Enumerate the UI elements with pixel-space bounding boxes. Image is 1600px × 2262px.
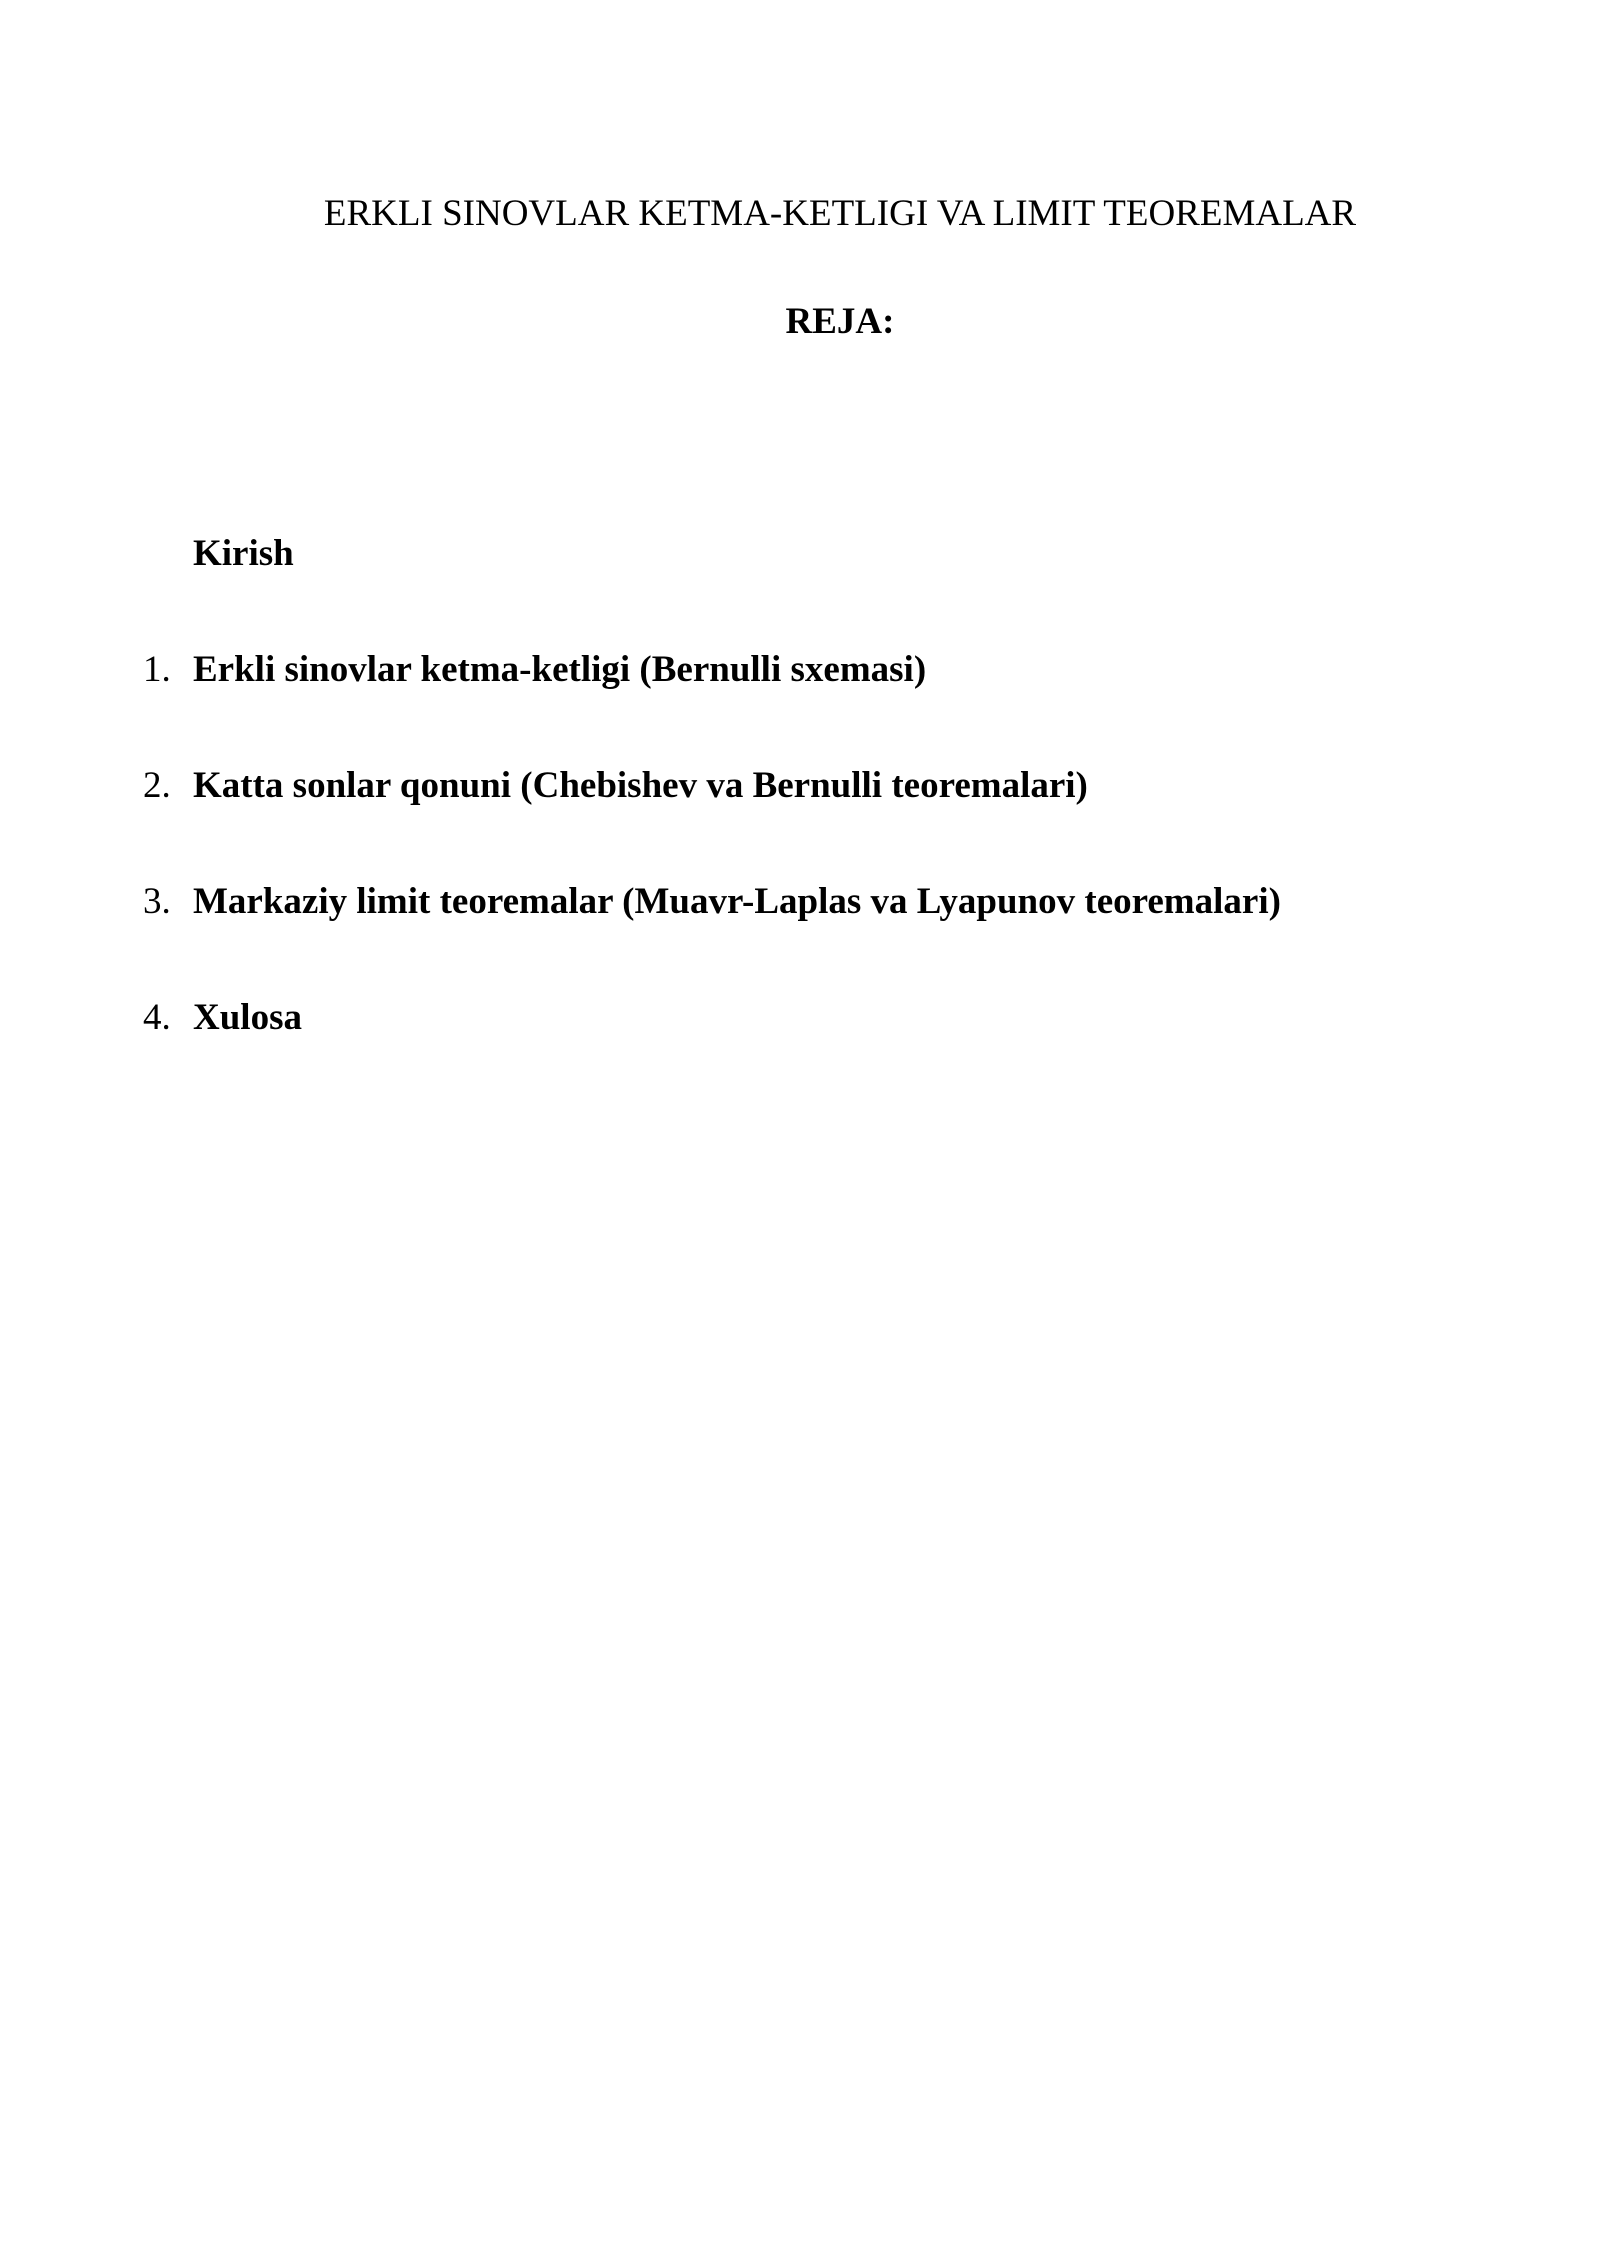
plan-item-4	[0, 994, 1600, 1042]
plan-item-text: Markaziy limit teoremalar (Muavr-Laplas va Lyapunov teoremalari)	[193, 881, 1281, 922]
plan-item-number: 1.	[143, 649, 171, 690]
plan-item-2	[0, 762, 1600, 810]
plan-item-text: Kirish	[193, 533, 294, 574]
document-title: ERKLI SINOVLAR KETMA-KETLIGI VA LIMIT TEOREMALAR	[323, 193, 1357, 234]
plan-item-number: 3.	[143, 881, 171, 922]
plan-item-text: Erkli sinovlar ketma-ketligi (Bernulli sxemasi)	[193, 649, 927, 690]
plan-item-intro	[0, 530, 1600, 578]
plan-item-1	[0, 646, 1600, 694]
plan-item-3	[0, 878, 1600, 926]
plan-heading: REJA:	[785, 301, 895, 342]
plan-item-number: 2.	[143, 765, 171, 806]
plan-item-text: Xulosa	[193, 997, 302, 1038]
plan-item-number: 4.	[143, 997, 171, 1038]
plan-item-text: Katta sonlar qonuni (Chebishev va Bernulli teoremalari)	[193, 765, 1088, 806]
